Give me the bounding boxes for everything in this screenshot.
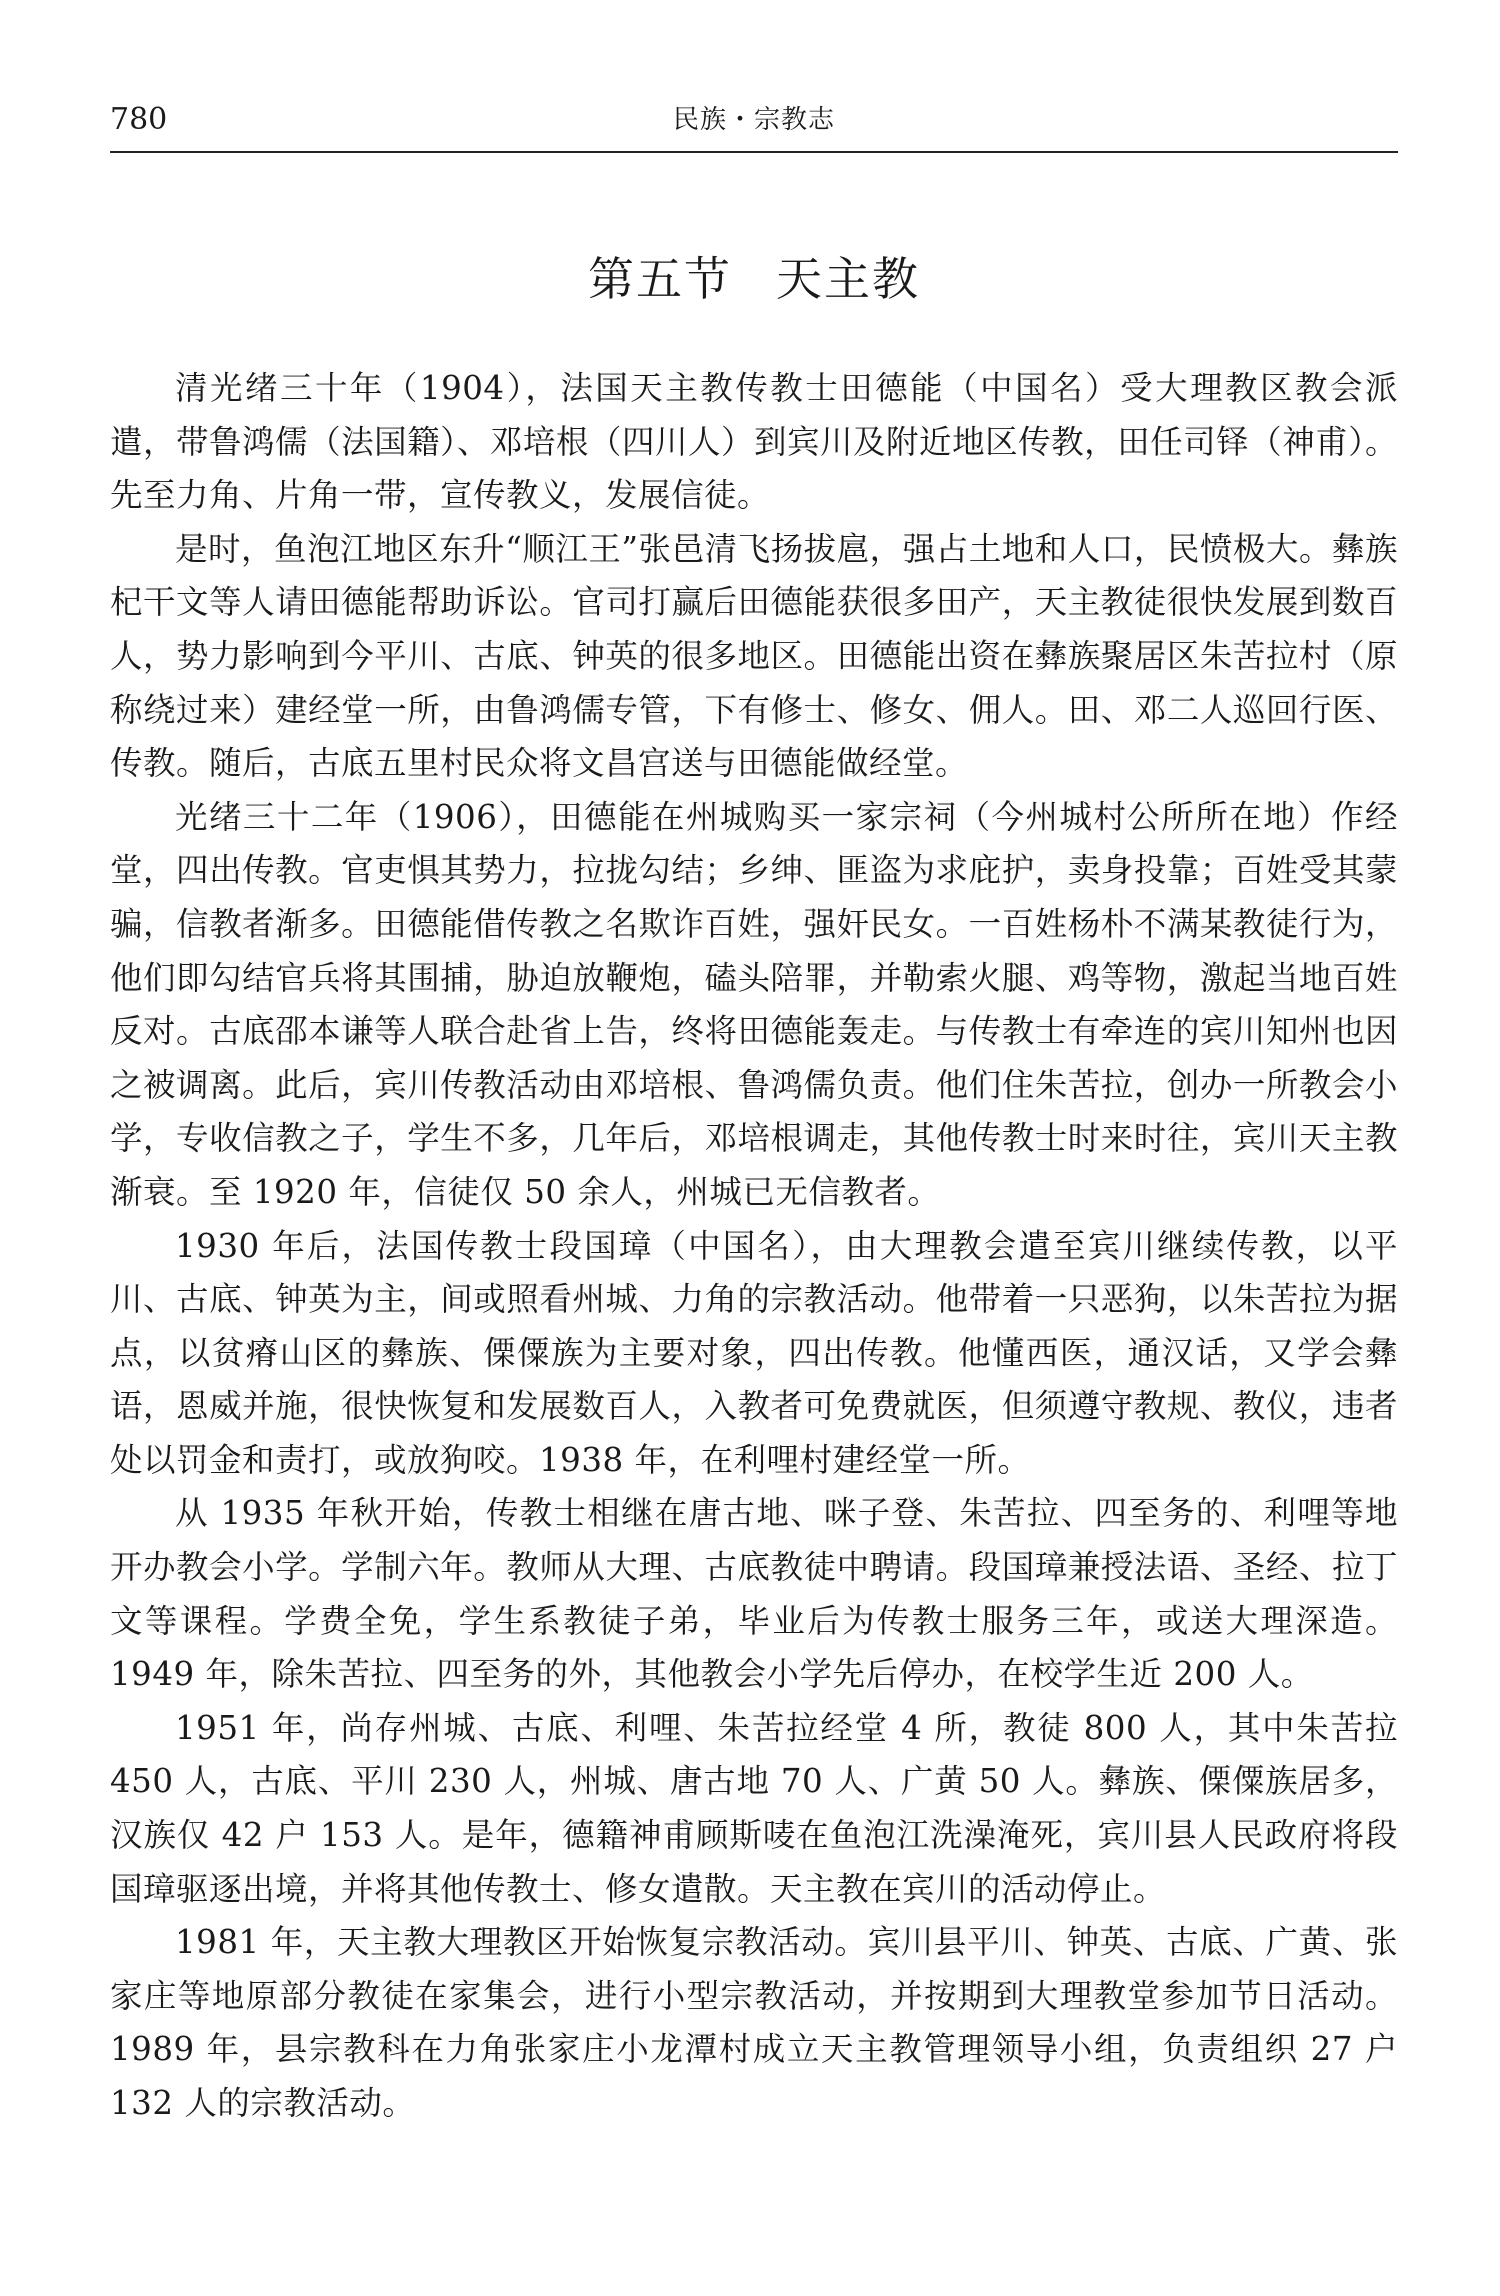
section-name: 天主教 xyxy=(776,252,920,306)
paragraph: 1951 年，尚存州城、古底、利哩、朱苦拉经堂 4 所，教徒 800 人，其中朱苦拉 450 人，古底、平川 230 人，州城、唐古地 70 人、广黄 50 人。彝族、傈僳族居多，汉族仅 42 户 153 人。是年，德籍神甫顾斯唛在鱼泡江洗澡淹死，宾川县人民政府将段国璋驱逐出境，并将其他传教士、修女遣散。天主教在宾川的活动停止。 xyxy=(110,1708,1398,1908)
header-rule xyxy=(110,151,1398,153)
page-header xyxy=(110,96,1398,144)
paragraph: 是时，鱼泡江地区东升“顺江王”张邑清飞扬拔扈，强占土地和人口，民愤极大。彝族杞干文等人请田德能帮助诉讼。官司打赢后田德能获很多田产，天主教徒很快发展到数百人，势力影响到今平川、古底、钟英的很多地区。田德能出资在彝族聚居区朱苦拉村（原称绕过来）建经堂一所，由鲁鸿儒专管，下有修士、修女、佣人。田、邓二人巡回行医、传教。随后，古底五里村民众将文昌宫送与田德能做经堂。 xyxy=(110,529,1398,783)
page-number: 780 xyxy=(110,102,168,137)
running-title: 民族・宗教志 xyxy=(672,105,835,135)
body-text xyxy=(110,362,1398,2131)
paragraph: 从 1935 年秋开始，传教士相继在唐古地、咪子登、朱苦拉、四至务的、利哩等地开办教会小学。学制六年。教师从大理、古底教徒中聘请。段国璋兼授法语、圣经、拉丁文等课程。学费全免，学生系教徒子弟，毕业后为传教士服务三年，或送大理深造。1949 年，除朱苦拉、四至务的外，其他教会小学先后停办，在校学生近 200 人。 xyxy=(110,1494,1398,1694)
section-title xyxy=(110,244,1398,314)
paragraph: 清光绪三十年（1904），法国天主教传教士田德能（中国名）受大理教区教会派遣，带鲁鸿儒（法国籍）、邓培根（四川人）到宾川及附近地区传教，田任司铎（神甫）。先至力角、片角一带，宣传教义，发展信徒。 xyxy=(110,369,1398,515)
paragraph: 光绪三十二年（1906），田德能在州城购买一家宗祠（今州城村公所所在地）作经堂，四出传教。官吏惧其势力，拉拢勾结；乡绅、匪盗为求庇护，卖身投靠；百姓受其蒙骗，信教者渐多。田德能借传教之名欺诈百姓，强奸民女。一百姓杨朴不满某教徒行为，他们即勾结官兵将其围捕，胁迫放鞭炮，磕头陪罪，并勒索火腿、鸡等物，激起当地百姓反对。古底邵本谦等人联合赴省上告，终将田德能轰走。与传教士有牵连的宾川知州也因之被调离。此后，宾川传教活动由邓培根、鲁鸿儒负责。他们住朱苦拉，创办一所教会小学，专收信教之子，学生不多，几年后，邓培根调走，其他传教士时来时往，宾川天主教渐衰。至 1920 年，信徒仅 50 余人，州城已无信教者。 xyxy=(110,797,1398,1211)
paragraph: 1981 年，天主教大理教区开始恢复宗教活动。宾川县平川、钟英、古底、广黄、张家庄等地原部分教徒在家集会，进行小型宗教活动，并按期到大理教堂参加节日活动。1989 年，县宗教科在力角张家庄小龙潭村成立天主教管理领导小组，负责组织 27 户 132 人的宗教活动。 xyxy=(110,1923,1398,2122)
section-number: 第五节 xyxy=(588,252,732,306)
paragraph: 1930 年后，法国传教士段国璋（中国名），由大理教会遣至宾川继续传教，以平川、古底、钟英为主，间或照看州城、力角的宗教活动。他带着一只恶狗，以朱苦拉为据点，以贫瘠山区的彝族、傈僳族为主要对象，四出传教。他懂西医，通汉话，又学会彝语，恩威并施，很快恢复和发展数百人，入教者可免费就医，但须遵守教规、教仪，违者处以罚金和责打，或放狗咬。1938 年，在利哩村建经堂一所。 xyxy=(110,1226,1398,1479)
